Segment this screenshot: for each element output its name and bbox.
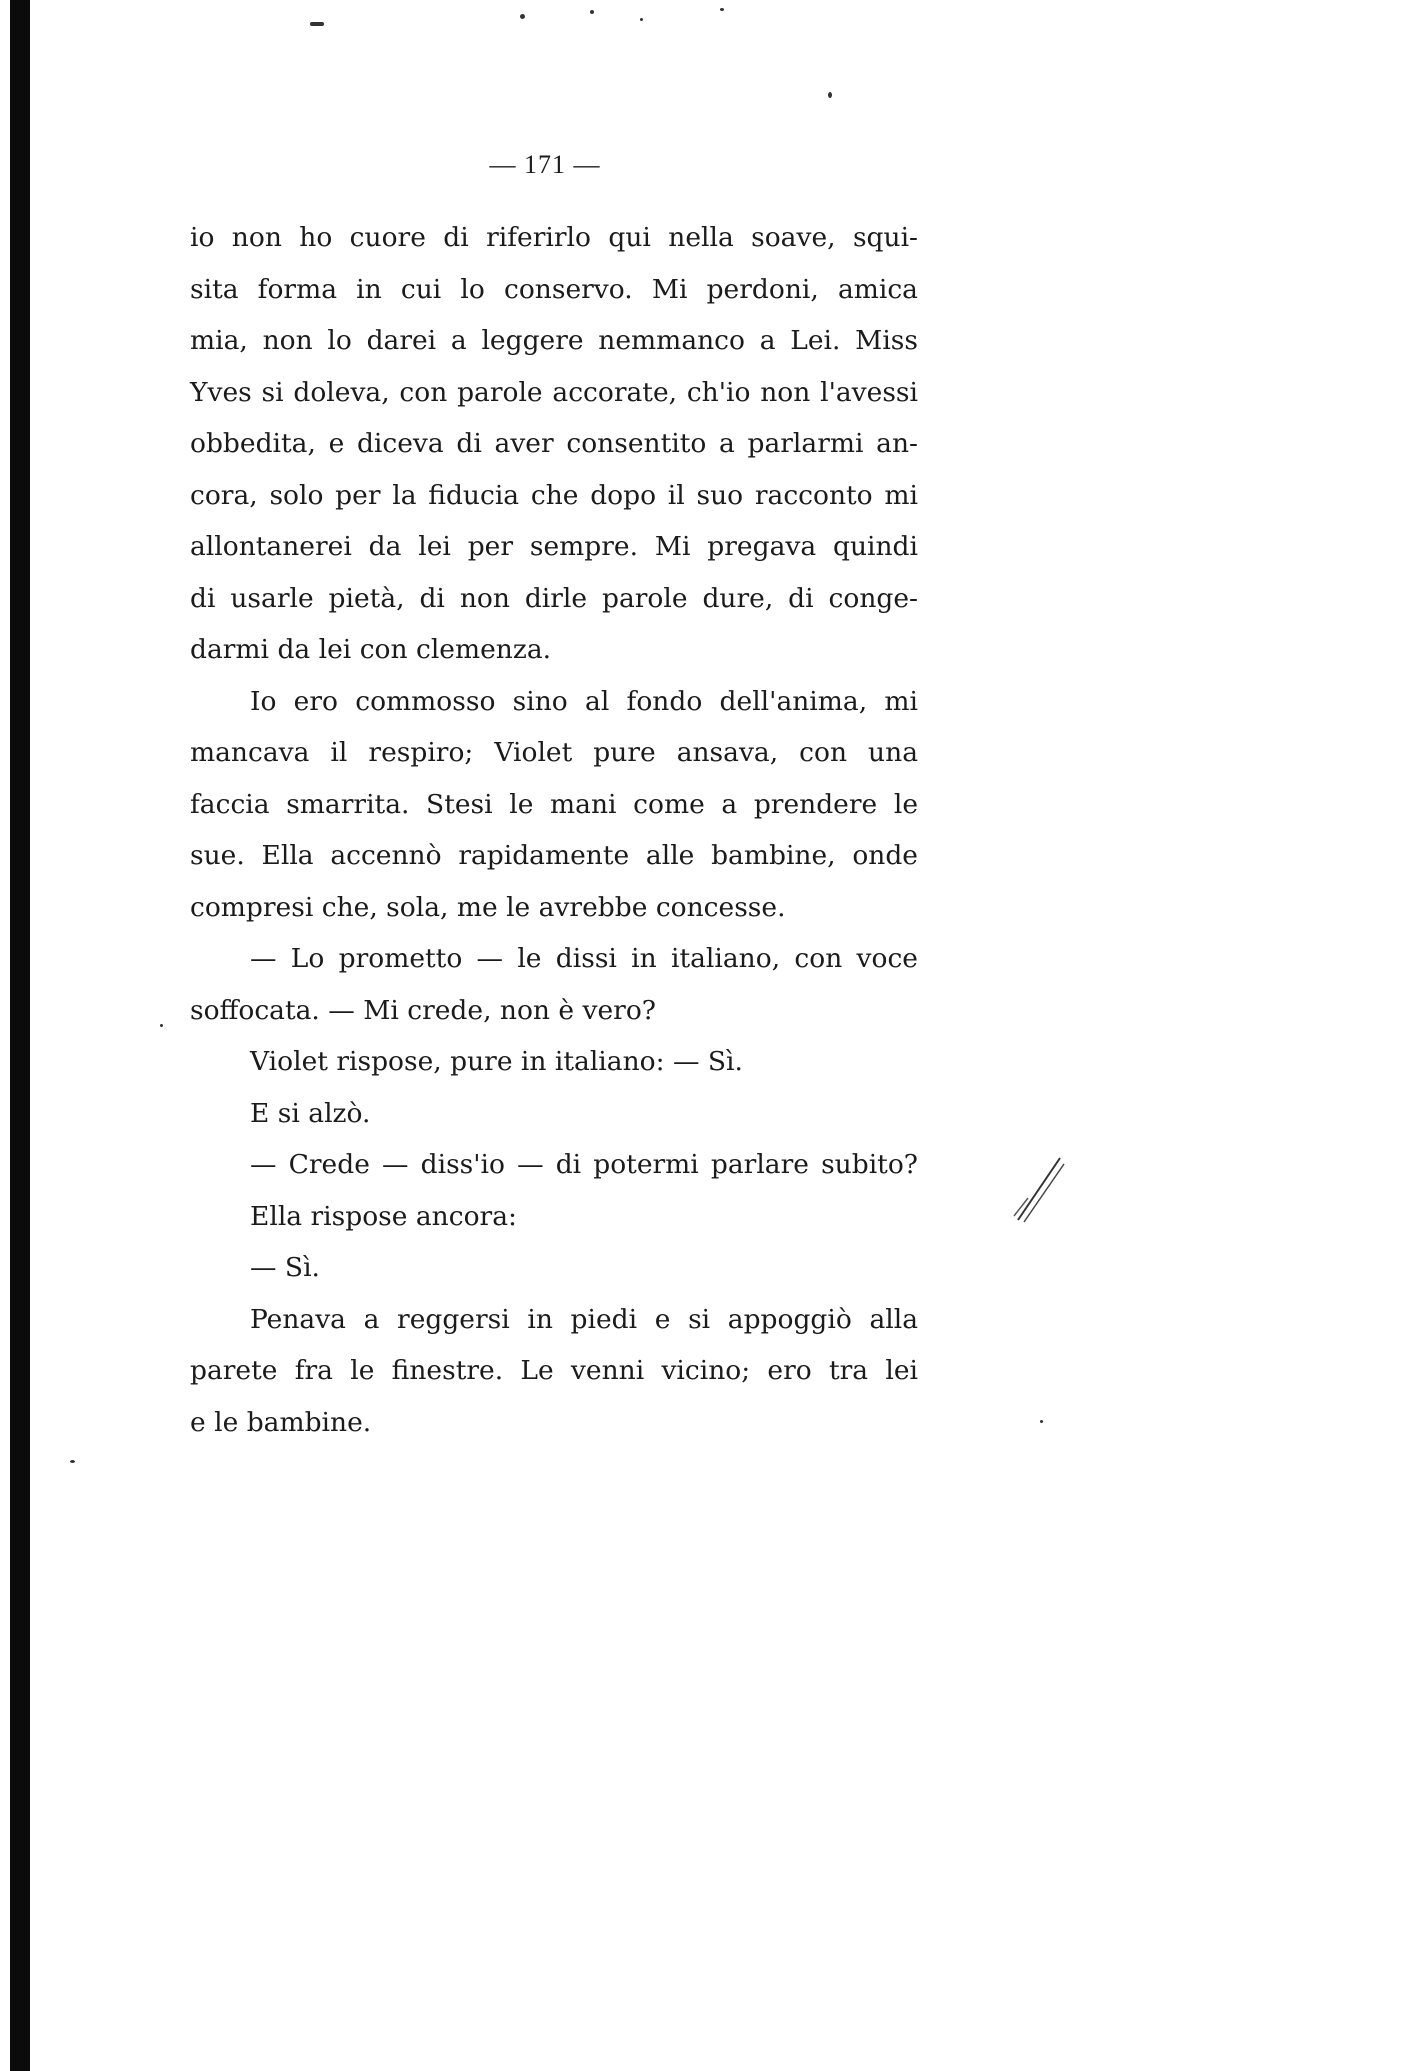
text-line: Yves si doleva, con parole accorate, ch'io non l'avessi [190, 376, 918, 408]
page-number: — 171 — [489, 150, 601, 179]
text-line: — Sì. [250, 1252, 320, 1283]
scan-speck [640, 18, 643, 21]
binding-edge [10, 0, 30, 2071]
text-line: Violet rispose, pure in italiano: — Sì. [250, 1046, 743, 1077]
text-line: — Lo prometto — le dissi in italiano, con voce [250, 943, 918, 974]
scan-speck [590, 10, 594, 14]
scan-speck [160, 1024, 163, 1027]
text-line: E si alzò. [250, 1097, 371, 1129]
text-line: mia, non lo darei a leggere nemmanco a Lei. Miss [190, 325, 918, 356]
body-text [190, 212, 918, 1448]
scan-speck [828, 92, 832, 98]
margin-pencil-marks [1008, 1148, 1068, 1228]
text-line: allontanerei da lei per sempre. Mi pregava quindi [190, 531, 918, 562]
text-line: darmi da lei con clemenza. [190, 634, 552, 665]
scan-speck [520, 14, 525, 19]
scan-speck [720, 8, 724, 11]
scan-speck [1040, 1420, 1043, 1423]
scan-speck [310, 22, 324, 26]
text-line: Penava a reggersi in piedi e si appoggiò alla [250, 1303, 918, 1335]
text-line: e le bambine. [190, 1406, 372, 1438]
text-line: parete fra le finestre. Le venni vicino; ero tra lei [190, 1355, 918, 1386]
text-line: sita forma in cui lo conservo. Mi perdoni, amica [190, 273, 918, 305]
text-line: — Crede — diss'io — di potermi parlare subito? [250, 1149, 918, 1180]
text-line: di usarle pietà, di non dirle parole dure, di conge- [190, 582, 918, 614]
text-line: cora, solo per la fiducia che dopo il suo racconto mi [190, 479, 918, 511]
text-line: faccia smarrita. Stesi le mani come a prendere le [190, 788, 918, 820]
scan-speck [70, 1460, 75, 1463]
text-line: mancava il respiro; Violet pure ansava, con una [190, 737, 918, 768]
text-line: io non ho cuore di riferirlo qui nella soave, squi- [190, 222, 918, 253]
text-line: sue. Ella accennò rapidamente alle bambine, onde [190, 840, 918, 871]
text-line: compresi che, sola, me le avrebbe concesse. [190, 891, 786, 923]
text-line: obbedita, e diceva di aver consentito a parlarmi an- [190, 428, 918, 459]
text-line: Ella rispose ancora: [250, 1200, 517, 1232]
text-line: soffocata. — Mi crede, non è vero? [190, 994, 657, 1026]
text-line: Io ero commosso sino al fondo dell'anima, mi [250, 685, 918, 717]
